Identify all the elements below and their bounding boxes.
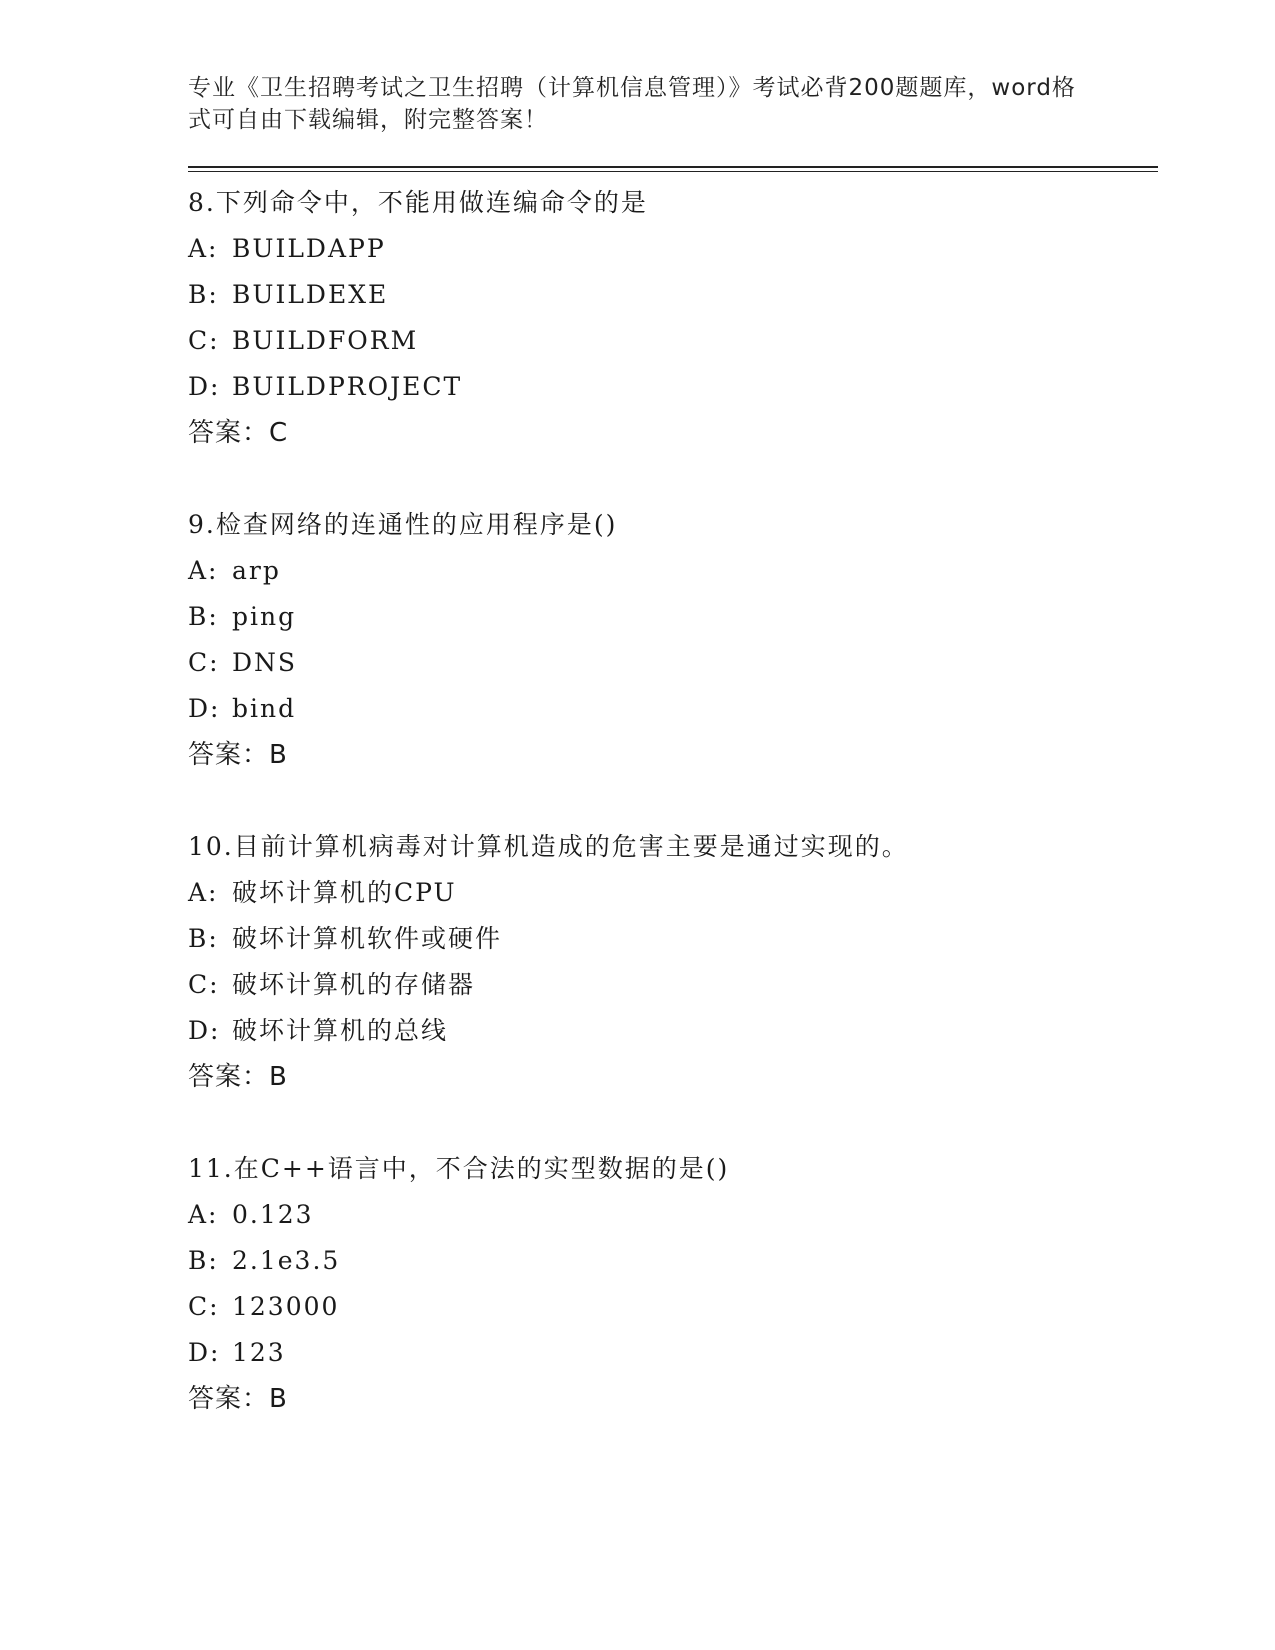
option-key: B: <box>188 602 219 631</box>
option-text: 破坏计算机的存储器 <box>232 970 476 999</box>
option-key: A: <box>188 234 219 263</box>
document-intro: 专业《卫生招聘考试之卫生招聘（计算机信息管理）》考试必背200题题库，word格式可自由下载编辑，附完整答案！ <box>188 75 1076 133</box>
answer-line: 答案：B <box>188 1062 288 1092</box>
option-text: arp <box>232 556 281 585</box>
option-text: BUILDAPP <box>232 234 386 263</box>
option-text: BUILDPROJECT <box>232 372 463 401</box>
question-title: 11.在C++语言中，不合法的实型数据的是() <box>188 1154 730 1183</box>
option-key: D: <box>188 1016 221 1045</box>
option-text: 破坏计算机的CPU <box>232 878 457 907</box>
option-b <box>188 594 1168 640</box>
option-a <box>188 226 1168 272</box>
option-text: bind <box>232 694 297 723</box>
option-text: BUILDEXE <box>232 280 389 309</box>
option-a <box>188 870 1168 916</box>
question-title: 10.目前计算机病毒对计算机造成的危害主要是通过实现的。 <box>188 832 909 861</box>
option-d <box>188 364 1168 410</box>
option-key: A: <box>188 556 219 585</box>
option-a <box>188 1192 1168 1238</box>
option-c <box>188 1284 1168 1330</box>
option-c <box>188 962 1168 1008</box>
document-page <box>188 72 1168 1422</box>
option-key: C: <box>188 1292 220 1321</box>
answer-line: 答案：B <box>188 1384 288 1414</box>
option-text: 破坏计算机软件或硬件 <box>232 924 503 953</box>
option-c <box>188 318 1168 364</box>
option-d <box>188 1330 1168 1376</box>
option-text: 破坏计算机的总线 <box>232 1016 449 1045</box>
option-b <box>188 1238 1168 1284</box>
option-key: B: <box>188 924 219 953</box>
option-c <box>188 640 1168 686</box>
option-text: ping <box>232 602 297 631</box>
option-text: 0.123 <box>232 1200 314 1229</box>
question-title: 8.下列命令中，不能用做连编命令的是 <box>188 188 648 217</box>
option-key: C: <box>188 326 220 355</box>
answer-line: 答案：B <box>188 740 288 770</box>
question-block <box>188 180 1168 456</box>
option-b <box>188 272 1168 318</box>
option-key: D: <box>188 372 221 401</box>
option-key: A: <box>188 878 219 907</box>
option-text: BUILDFORM <box>232 326 419 355</box>
option-d <box>188 1008 1168 1054</box>
option-key: C: <box>188 970 220 999</box>
option-key: A: <box>188 1200 219 1229</box>
question-block <box>188 1146 1168 1422</box>
option-text: 123 <box>232 1338 286 1367</box>
option-key: B: <box>188 1246 219 1275</box>
question-title: 9.检查网络的连通性的应用程序是() <box>188 510 618 539</box>
option-key: C: <box>188 648 220 677</box>
option-key: D: <box>188 694 221 723</box>
option-a <box>188 548 1168 594</box>
question-block <box>188 824 1168 1100</box>
option-d <box>188 686 1168 732</box>
option-key: B: <box>188 280 219 309</box>
option-text: DNS <box>232 648 298 677</box>
header-divider <box>188 166 1158 172</box>
option-b <box>188 916 1168 962</box>
option-text: 123000 <box>232 1292 340 1321</box>
option-key: D: <box>188 1338 221 1367</box>
question-block <box>188 502 1168 778</box>
answer-line: 答案：C <box>188 418 289 448</box>
option-text: 2.1e3.5 <box>232 1246 341 1275</box>
